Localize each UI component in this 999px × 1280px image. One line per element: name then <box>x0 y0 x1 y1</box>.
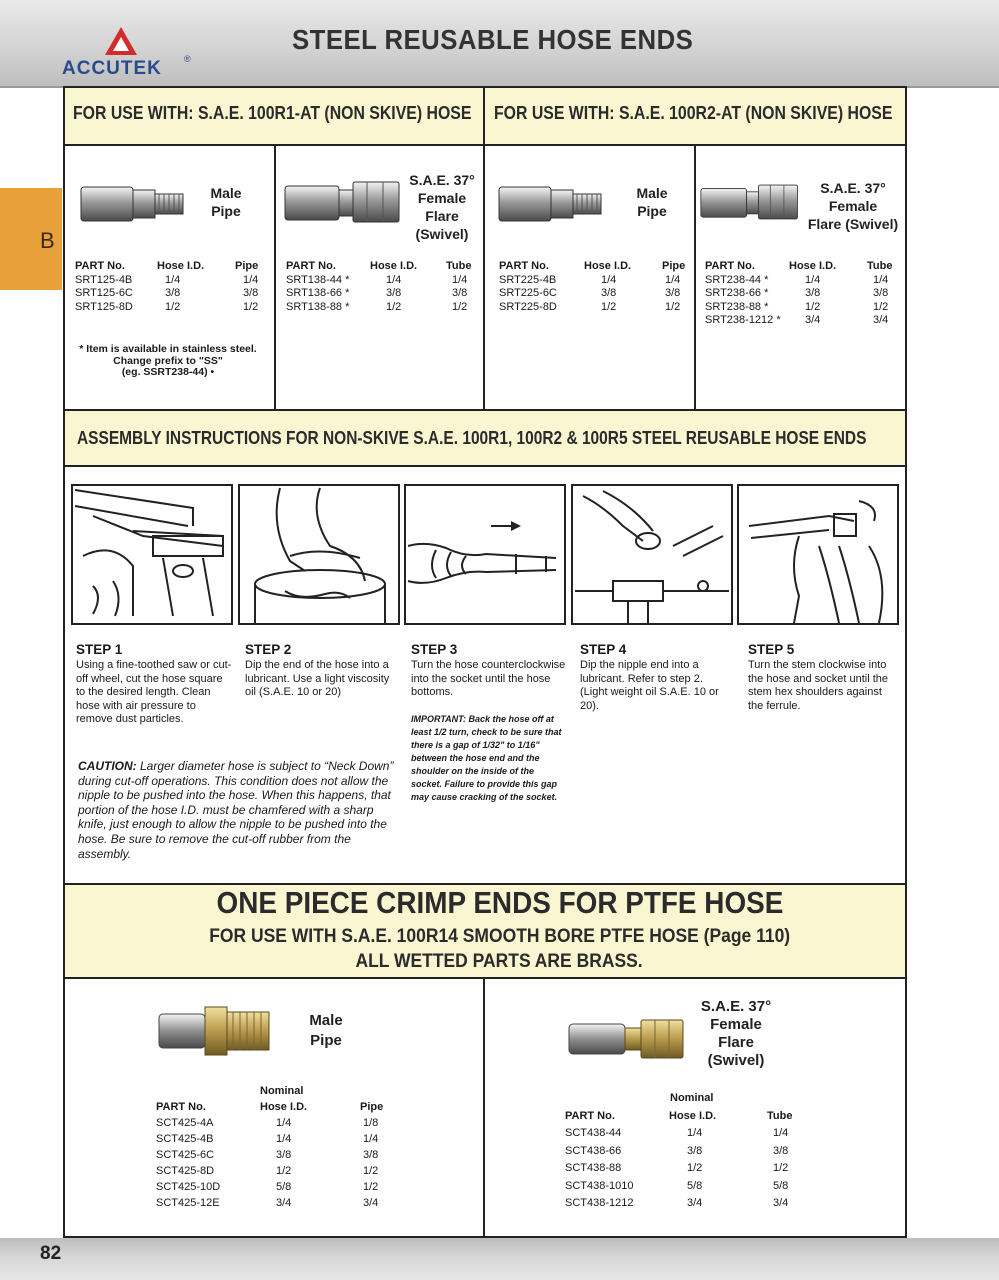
stainless-steel-note: * Item is available in stainless steel. Change prefix to "SS" (eg. SSRT238-44) • <box>79 343 257 378</box>
parts-table: PART No. Hose I.D. Tube SRT138-44 * 1/4 1/4 SRT138-66 * 3/8 3/8 SRT138-88 * 1/2 1/2 <box>286 260 476 314</box>
male-pipe-fitting-image <box>80 183 186 225</box>
saw-cutting-illustration <box>73 486 231 623</box>
table-row: SCT438-88 1/2 1/2 <box>565 1162 789 1174</box>
female-flare-fitting-image <box>700 180 800 224</box>
crimp-subtitle-1: FOR USE WITH S.A.E. 100R14 SMOOTH BORE PTFE HOSE (Page 110) <box>209 926 790 947</box>
table-row: SRT238-88 * 1/2 1/2 <box>705 300 889 313</box>
step-5: STEP 5 Turn the stem clockwise into the hose and socket until the stem hex shoulders against the ferrule. <box>748 642 889 712</box>
crimp-subtitle-2: ALL WETTED PARTS ARE BRASS. <box>355 951 644 972</box>
parts-table: PART No. Hose I.D. Tube SRT238-44 * 1/4 1/4 SRT238-66 * 3/8 3/8 SRT238-88 * 1/2 1/2 SRT238-1212 * 3/4 3/4 <box>705 260 897 328</box>
table-row: SRT225-6C 3/8 3/8 <box>499 287 681 299</box>
hose-turning-illustration <box>406 486 564 623</box>
table-row: SCT425-12E 3/4 3/4 <box>156 1197 379 1209</box>
footer-band <box>0 1238 999 1280</box>
step5-illustration <box>737 484 899 625</box>
logo-triangle-icon <box>104 26 138 56</box>
brand-name: ACCUTEK <box>62 58 162 79</box>
brass-male-pipe-fitting-image <box>158 1004 272 1058</box>
table-row: SRT125-4B 1/4 1/4 <box>75 273 259 286</box>
table-row: SRT125-6C 3/8 3/8 <box>75 287 259 299</box>
table-row: SRT238-66 * 3/8 3/8 <box>705 287 889 299</box>
divider <box>63 977 907 979</box>
page-number: 82 <box>40 1243 62 1264</box>
crimp-title: ONE PIECE CRIMP ENDS FOR PTFE HOSE <box>216 885 783 920</box>
caution-note: CAUTION: Larger diameter hose is subject to “Neck Down” during cut-off operations. This condition does not allow the nipple to be pushed into the hose. When this happens, that portion of the hose I.D. must be chamfered with a sharp knife, just enough to allow the nipple to be pushed into the hose. Be sure to remove the cut-off rubber from the assembly. <box>78 759 394 861</box>
r1-hose-heading: FOR USE WITH: S.A.E. 100R1-AT (NON SKIVE) HOSE <box>73 103 472 123</box>
divider <box>483 88 485 410</box>
step-2: STEP 2 Dip the end of the hose into a lubricant. Use a light viscosity oil (S.A.E. 10 or 20) <box>245 642 390 699</box>
product-description: S.A.E. 37° Female Flare (Swivel) <box>409 172 475 242</box>
table-row: SCT425-4B 1/4 1/4 <box>156 1133 379 1145</box>
divider <box>274 144 276 410</box>
accutek-logo <box>62 26 202 82</box>
table-row: SRT138-66 * 3/8 3/8 <box>286 287 468 299</box>
step3-illustration <box>404 484 566 625</box>
product-description: Male Pipe <box>309 1012 343 1049</box>
step1-illustration <box>71 484 233 625</box>
product-description: S.A.E. 37° Female Flare (Swivel) <box>700 998 772 1069</box>
table-row: SCT438-1010 5/8 5/8 <box>565 1179 789 1192</box>
table-row: SCT425-4A 1/4 1/8 <box>156 1117 379 1129</box>
step-3: STEP 3 Turn the hose counterclockwise into the socket until the hose bottoms. <box>411 642 566 699</box>
parts-table: PART No. Hose I.D. Pipe SRT225-4B 1/4 1/4 SRT225-6C 3/8 3/8 SRT225-8D 1/2 1/2 <box>499 260 692 314</box>
divider <box>63 465 907 467</box>
brass-female-flare-fitting-image <box>568 1018 686 1060</box>
divider <box>63 409 907 411</box>
table-row: SCT438-66 3/8 3/8 <box>565 1144 789 1157</box>
parts-table: Nominal PART No. Hose I.D. Pipe SCT425-4A 1/4 1/8 SCT425-4B 1/4 1/4 SCT425-6C 3/8 3/8 SCT425-8D 1/2 1/2 SCT425-10D 5/8 1/2 SCT425-12E 3/4 3/4 <box>156 1085 384 1209</box>
direction-arrow-icon <box>511 521 521 531</box>
table-row: SRT125-8D 1/2 1/2 <box>75 300 259 313</box>
table-row: SCT425-8D 1/2 1/2 <box>156 1165 379 1177</box>
r2-hose-heading: FOR USE WITH: S.A.E. 100R2-AT (NON SKIVE) HOSE <box>494 103 893 123</box>
section-tab <box>0 188 62 290</box>
step2-illustration <box>238 484 400 625</box>
table-row: SRT238-44 * 1/4 1/4 <box>705 273 889 286</box>
step-4: STEP 4 Dip the nipple end into a lubricant. Refer to step 2. (Light weight oil S.A.E. 10 or 20). <box>580 642 719 712</box>
divider <box>483 977 485 1238</box>
table-row: SCT425-10D 5/8 1/2 <box>156 1181 379 1193</box>
parts-table: Nominal PART No. Hose I.D. Tube SCT438-44 1/4 1/4 SCT438-66 3/8 3/8 SCT438-88 1/2 1/2 SCT438-1010 5/8 5/8 SCT438-1212 3/4 3/4 <box>565 1090 792 1213</box>
table-row: SRT138-88 * 1/2 1/2 <box>286 300 468 313</box>
table-row: SRT138-44 * 1/4 1/4 <box>286 273 468 286</box>
table-row: SRT238-1212 * 3/4 3/4 <box>705 314 889 326</box>
table-row: SRT225-8D 1/2 1/2 <box>499 300 681 313</box>
product-description: S.A.E. 37° Female Flare (Swivel) <box>807 180 899 232</box>
section-tab-letter: B <box>40 228 55 253</box>
female-flare-fitting-image <box>284 180 402 224</box>
parts-table: PART No. Hose I.D. Pipe SRT125-4B 1/4 1/4 SRT125-6C 3/8 3/8 SRT125-8D 1/2 1/2 <box>75 260 265 314</box>
page-title: STEEL REUSABLE HOSE ENDS <box>292 24 694 55</box>
step4-illustration <box>571 484 733 625</box>
hose-dipping-illustration <box>240 486 398 623</box>
nipple-lubricating-illustration <box>573 486 731 623</box>
divider <box>63 144 907 146</box>
step-1: STEP 1 Using a fine-toothed saw or cut-off wheel, cut the hose square to the desired length. Clean hose with air pressure to remove dust particles. <box>76 642 232 726</box>
product-description: Male Pipe <box>636 185 668 219</box>
male-pipe-fitting-image <box>498 183 604 225</box>
table-row: SCT438-44 1/4 1/4 <box>565 1127 789 1139</box>
assembly-heading: ASSEMBLY INSTRUCTIONS FOR NON-SKIVE S.A.E. 100R1, 100R2 & 100R5 STEEL REUSABLE HOSE ENDS <box>77 428 867 448</box>
table-row: SRT225-4B 1/4 1/4 <box>499 273 681 286</box>
product-description: Male Pipe <box>210 185 242 219</box>
registered-mark: ® <box>184 54 191 64</box>
divider <box>694 144 696 410</box>
important-note: IMPORTANT: Back the hose off at least 1/2 turn, check to be sure that there is a gap of 1/32" to 1/16" between the hose end and the shoulder on the inside of the socket. Failure to provide this gap may cause cracking of the socket. <box>411 714 562 802</box>
table-row: SCT425-6C 3/8 3/8 <box>156 1149 379 1161</box>
stem-turning-illustration <box>739 486 897 623</box>
table-row: SCT438-1212 3/4 3/4 <box>565 1197 789 1209</box>
